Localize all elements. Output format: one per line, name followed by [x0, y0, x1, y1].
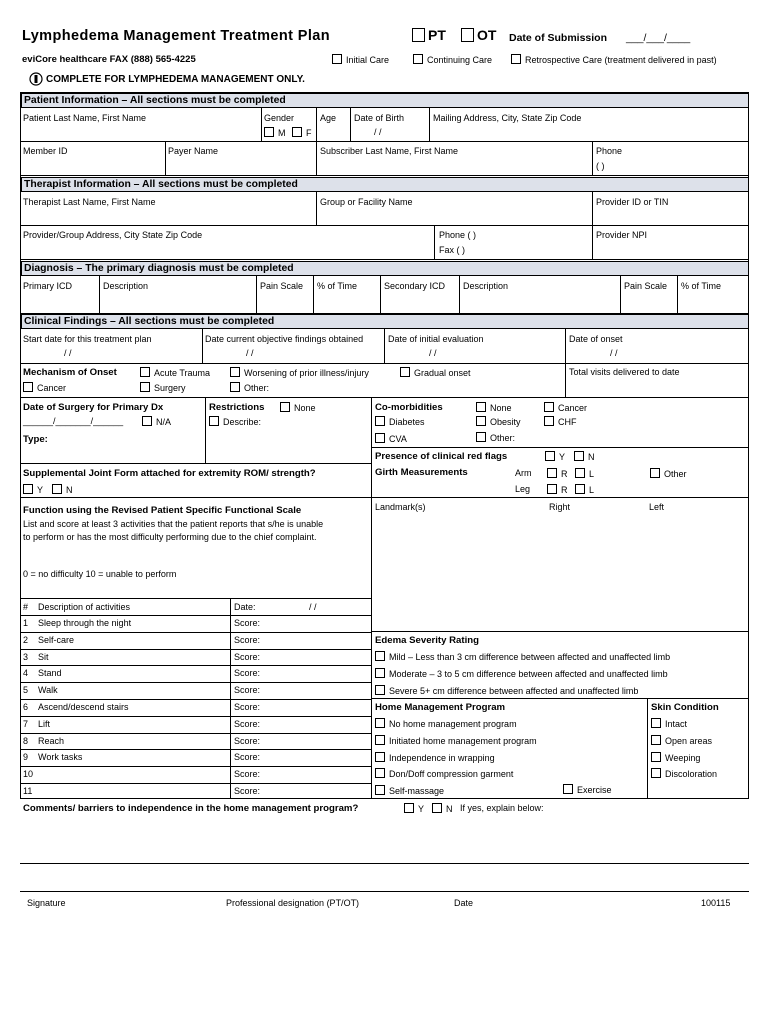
function-row-divider [20, 766, 372, 767]
acute-trauma-checkbox[interactable] [140, 367, 150, 377]
compression-garment-option[interactable]: Don/Doff compression garment [375, 768, 513, 780]
function-col-desc: Description of activities [38, 602, 131, 612]
no-program-option[interactable]: No home management program [375, 718, 517, 730]
comorb-cancer-option[interactable]: Cancer [544, 402, 587, 414]
comorbidities-label: Co-morbidities [375, 402, 443, 413]
function-row-divider [20, 783, 372, 784]
function-row-divider [20, 649, 372, 650]
left-label: Left [649, 502, 665, 512]
function-row-num: 9 [23, 752, 29, 762]
self-massage-option[interactable]: Self-massage [375, 785, 444, 797]
comorb-cancer-checkbox[interactable] [544, 402, 554, 412]
primary-description-field[interactable]: Description [103, 281, 149, 291]
info-icon [29, 72, 43, 91]
arm-l-checkbox[interactable] [575, 468, 585, 478]
diabetes-checkbox[interactable] [375, 416, 385, 426]
cva-option[interactable]: CVA [375, 433, 407, 445]
function-row-num: 8 [23, 736, 29, 746]
edema-severe-option[interactable]: Severe 5+ cm difference between affected and unaffected limb [375, 685, 638, 697]
complete-notice: COMPLETE FOR LYMPHEDEMA MANAGEMENT ONLY. [46, 74, 305, 85]
supplemental-label: Supplemental Joint Form attached for extremity ROM/ strength? [23, 468, 316, 479]
start-date-field[interactable]: / / [64, 348, 72, 358]
patient-phone-label: Phone [596, 146, 623, 156]
worsening-checkbox[interactable] [230, 367, 240, 377]
function-row-num: 3 [23, 652, 29, 662]
function-row-num: 6 [23, 702, 29, 712]
comorb-none-option[interactable]: None [476, 402, 512, 414]
cancer-option[interactable]: Cancer [23, 382, 66, 394]
restrictions-describe-option[interactable]: Describe: [209, 416, 261, 428]
patient-name-field[interactable]: Patient Last Name, First Name [23, 113, 147, 123]
function-row-activity[interactable]: Walk [38, 685, 58, 695]
pt-checkbox[interactable] [412, 28, 425, 42]
function-row-activity[interactable]: Lift [38, 719, 51, 729]
surgery-date-field[interactable]: ______/_______/______ [23, 416, 124, 426]
function-row-activity[interactable]: Self-care [38, 635, 75, 645]
red-flags-label: Presence of clinical red flags [375, 451, 508, 462]
exercise-checkbox[interactable] [563, 784, 573, 794]
function-row-score[interactable]: Score: [234, 635, 261, 645]
leg-label: Leg [515, 484, 531, 494]
initial-care-checkbox[interactable] [332, 54, 342, 64]
function-row-score[interactable]: Score: [234, 719, 261, 729]
chf-checkbox[interactable] [544, 416, 554, 426]
therapist-name-field[interactable]: Therapist Last Name, First Name [23, 197, 156, 207]
comorb-other-option[interactable]: Other: [476, 432, 515, 444]
ot-checkbox[interactable] [461, 28, 474, 42]
skin-open-checkbox[interactable] [651, 735, 661, 745]
cancer-checkbox[interactable] [23, 382, 33, 392]
surgery-type-label: Type: [23, 434, 48, 445]
gender-f-checkbox[interactable] [292, 127, 302, 137]
continuing-care-option[interactable]: Continuing Care [413, 54, 492, 65]
skin-discoloration-checkbox[interactable] [651, 768, 661, 778]
age-field[interactable]: Age [320, 113, 337, 123]
supplemental-no-checkbox[interactable] [52, 484, 62, 494]
right-label: Right [549, 502, 571, 512]
skin-intact-option[interactable]: Intact [651, 718, 687, 730]
edema-heading: Edema Severity Rating [375, 635, 479, 646]
provider-id-field[interactable]: Provider ID or TIN [596, 197, 669, 207]
function-date-field[interactable]: / / [309, 602, 317, 612]
provider-npi-field[interactable]: Provider NPI [596, 230, 648, 240]
skin-weeping-checkbox[interactable] [651, 752, 661, 762]
function-row-score[interactable]: Score: [234, 769, 261, 779]
patient-section-heading: Patient Information – All sections must be completed [21, 93, 749, 108]
restrictions-label: Restrictions [209, 402, 265, 413]
current-findings-label: Date current objective findings obtained [205, 334, 364, 344]
skin-discoloration-option[interactable]: Discoloration [651, 768, 717, 780]
initial-eval-label: Date of initial evaluation [388, 334, 484, 344]
function-row-num: 1 [23, 618, 29, 628]
comorb-none-checkbox[interactable] [476, 402, 486, 412]
comments-yes-option[interactable]: Y [404, 803, 424, 815]
therapist-section-heading: Therapist Information – All sections must be completed [21, 177, 749, 192]
subscriber-name-field[interactable]: Subscriber Last Name, First Name [320, 146, 459, 156]
member-id-field[interactable]: Member ID [23, 146, 68, 156]
initial-care-option[interactable]: Initial Care [332, 54, 389, 65]
dob-field[interactable]: / / [374, 127, 382, 137]
date-of-submission-label: Date of Submission [509, 32, 608, 44]
arm-r-option[interactable]: R [547, 468, 568, 480]
comorb-other-checkbox[interactable] [476, 432, 486, 442]
girth-other-checkbox[interactable] [650, 468, 660, 478]
function-col-date: Date: [234, 602, 256, 612]
designation-field[interactable]: Professional designation (PT/OT) [226, 898, 360, 908]
initiated-program-option[interactable]: Initiated home management program [375, 735, 537, 747]
surgery-checkbox[interactable] [140, 382, 150, 392]
obesity-checkbox[interactable] [476, 416, 486, 426]
form-code: 100115 [701, 898, 731, 908]
gradual-onset-option[interactable]: Gradual onset [400, 367, 471, 379]
current-findings-field[interactable]: / / [246, 348, 254, 358]
function-row-score[interactable]: Score: [234, 702, 261, 712]
dob-label: Date of Birth [354, 113, 405, 123]
gender-m-option[interactable]: M [264, 127, 286, 139]
red-flags-yes-option[interactable]: Y [545, 451, 565, 463]
function-instructions-2: to perform or has the most difficulty performing due to the chief complaint. [23, 532, 317, 542]
total-visits-field[interactable]: Total visits delivered to date [569, 367, 680, 377]
start-date-label: Start date for this treatment plan [23, 334, 152, 344]
red-flags-no-option[interactable]: N [574, 451, 595, 463]
function-row-activity[interactable]: Ascend/descend stairs [38, 702, 129, 712]
comments-yes-checkbox[interactable] [404, 803, 414, 813]
gender-m-checkbox[interactable] [264, 127, 274, 137]
function-row-score[interactable]: Score: [234, 618, 261, 628]
self-massage-checkbox[interactable] [375, 785, 385, 795]
red-flags-yes-checkbox[interactable] [545, 451, 555, 461]
function-row-activity[interactable]: Sleep through the night [38, 618, 132, 628]
restrictions-none-checkbox[interactable] [280, 402, 290, 412]
secondary-pct-time-field[interactable]: % of Time [681, 281, 722, 291]
gender-f-option[interactable]: F [292, 127, 312, 139]
acute-trauma-option[interactable]: Acute Trauma [140, 367, 210, 379]
restrictions-none-option[interactable]: None [280, 402, 316, 414]
leg-r-checkbox[interactable] [547, 484, 557, 494]
primary-pain-scale-field[interactable]: Pain Scale [260, 281, 304, 291]
function-row-score[interactable]: Score: [234, 736, 261, 746]
function-row-divider [20, 749, 372, 750]
skin-open-option[interactable]: Open areas [651, 735, 712, 747]
signature-date-field[interactable]: Date [454, 898, 474, 908]
leg-l-option[interactable]: L [575, 484, 594, 496]
surgery-na-checkbox[interactable] [142, 416, 152, 426]
initial-eval-field[interactable]: / / [429, 348, 437, 358]
function-row-num: 11 [23, 786, 33, 796]
group-name-field[interactable]: Group or Facility Name [320, 197, 413, 207]
date-of-submission-field[interactable]: ___/___/____ [626, 32, 691, 44]
function-col-num: # [23, 602, 29, 612]
primary-pct-time-field[interactable]: % of Time [317, 281, 358, 291]
diabetes-option[interactable]: Diabetes [375, 416, 425, 428]
compression-garment-checkbox[interactable] [375, 768, 385, 778]
therapist-phone-field[interactable]: Phone ( ) [439, 230, 477, 240]
surgery-na-option[interactable]: N/A [142, 416, 171, 428]
therapist-fax-field[interactable]: Fax ( ) [439, 245, 465, 255]
payer-name-field[interactable]: Payer Name [168, 146, 219, 156]
fax-line: eviCore healthcare FAX (888) 565-4225 [22, 54, 196, 65]
supplemental-yes-option[interactable]: Y [23, 484, 43, 496]
function-row-divider [20, 682, 372, 683]
comments-explain: If yes, explain below: [460, 803, 544, 813]
function-row-score[interactable]: Score: [234, 752, 261, 762]
function-heading: Function using the Revised Patient Specific Functional Scale [23, 505, 302, 516]
patient-phone-field[interactable]: ( ) [596, 161, 605, 171]
comments-no-option[interactable]: N [432, 803, 453, 815]
skin-condition-heading: Skin Condition [651, 702, 719, 713]
comments-no-checkbox[interactable] [432, 803, 442, 813]
independence-wrapping-option[interactable]: Independence in wrapping [375, 752, 495, 764]
function-row-num: 5 [23, 685, 29, 695]
no-program-checkbox[interactable] [375, 718, 385, 728]
function-row-activity[interactable]: Sit [38, 652, 49, 662]
comments-label: Comments/ barriers to independence in the home management program? [23, 803, 359, 814]
independence-wrapping-checkbox[interactable] [375, 752, 385, 762]
obesity-option[interactable]: Obesity [476, 416, 521, 428]
onset-date-label: Date of onset [569, 334, 623, 344]
function-row-activity[interactable]: Work tasks [38, 752, 83, 762]
arm-label: Arm [515, 468, 532, 478]
retrospective-care-option[interactable]: Retrospective Care (treatment delivered in past) [511, 54, 717, 65]
landmarks-label: Landmark(s) [375, 502, 426, 512]
edema-severe-checkbox[interactable] [375, 685, 385, 695]
skin-weeping-option[interactable]: Weeping [651, 752, 700, 764]
function-row-score[interactable]: Score: [234, 685, 261, 695]
edema-moderate-option[interactable]: Moderate – 3 to 5 cm difference between affected and unaffected limb [375, 668, 668, 680]
function-row-divider [20, 615, 372, 616]
function-row-divider [20, 699, 372, 700]
function-row-divider [20, 665, 372, 666]
arm-l-option[interactable]: L [575, 468, 594, 480]
worsening-option[interactable]: Worsening of prior illness/injury [230, 367, 369, 379]
leg-l-checkbox[interactable] [575, 484, 585, 494]
function-row-divider [20, 716, 372, 717]
function-row-num: 10 [23, 769, 34, 779]
function-row-score[interactable]: Score: [234, 652, 261, 662]
mechanism-label: Mechanism of Onset [23, 367, 117, 378]
secondary-icd-field[interactable]: Secondary ICD [384, 281, 446, 291]
leg-r-option[interactable]: R [547, 484, 568, 496]
function-scale: 0 = no difficulty 10 = unable to perform [23, 569, 177, 579]
ot-option[interactable]: OT [461, 27, 496, 43]
function-instructions-1: List and score at least 3 activities that the patient reports that s/he is unable [23, 519, 324, 529]
gradual-onset-checkbox[interactable] [400, 367, 410, 377]
home-program-heading: Home Management Program [375, 702, 506, 713]
function-row-divider [20, 733, 372, 734]
function-row-divider [20, 632, 372, 633]
continuing-care-checkbox[interactable] [413, 54, 423, 64]
girth-label: Girth Measurements [375, 467, 468, 478]
primary-icd-field[interactable]: Primary ICD [23, 281, 72, 291]
supplemental-yes-checkbox[interactable] [23, 484, 33, 494]
surgery-date-label: Date of Surgery for Primary Dx [23, 402, 164, 413]
edema-mild-checkbox[interactable] [375, 651, 385, 661]
supplemental-no-option[interactable]: N [52, 484, 73, 496]
pt-option[interactable]: PT [412, 27, 446, 43]
surgery-option[interactable]: Surgery [140, 382, 186, 394]
red-flags-no-checkbox[interactable] [574, 451, 584, 461]
function-row-num: 7 [23, 719, 29, 729]
chf-option[interactable]: CHF [544, 416, 577, 428]
provider-address-field[interactable]: Provider/Group Address, City State Zip Code [23, 230, 203, 240]
secondary-pain-scale-field[interactable]: Pain Scale [624, 281, 668, 291]
function-row-activity[interactable]: Stand [38, 668, 62, 678]
function-row-score[interactable]: Score: [234, 786, 261, 796]
restrictions-describe-checkbox[interactable] [209, 416, 219, 426]
function-row-num: 4 [23, 668, 29, 678]
form-title: Lymphedema Management Treatment Plan [22, 28, 330, 44]
onset-date-field[interactable]: / / [610, 348, 618, 358]
exercise-option[interactable]: Exercise [563, 784, 612, 796]
arm-r-checkbox[interactable] [547, 468, 557, 478]
girth-other-option[interactable]: Other [650, 468, 687, 480]
retrospective-care-checkbox[interactable] [511, 54, 521, 64]
cva-checkbox[interactable] [375, 433, 385, 443]
function-row-activity[interactable]: Reach [38, 736, 65, 746]
secondary-description-field[interactable]: Description [463, 281, 509, 291]
mechanism-other-checkbox[interactable] [230, 382, 240, 392]
clinical-section-heading: Clinical Findings – All sections must be completed [21, 314, 749, 329]
function-row-num: 2 [23, 635, 29, 645]
function-row-score[interactable]: Score: [234, 668, 261, 678]
mailing-address-field[interactable]: Mailing Address, City, State Zip Code [433, 113, 582, 123]
mechanism-other-option[interactable]: Other: [230, 382, 269, 394]
skin-intact-checkbox[interactable] [651, 718, 661, 728]
diagnosis-section-heading: Diagnosis – The primary diagnosis must be completed [21, 261, 749, 276]
initiated-program-checkbox[interactable] [375, 735, 385, 745]
edema-moderate-checkbox[interactable] [375, 668, 385, 678]
edema-mild-option[interactable]: Mild – Less than 3 cm difference between affected and unaffected limb [375, 651, 670, 663]
gender-label: Gender [264, 113, 295, 123]
signature-field[interactable]: Signature [27, 898, 66, 908]
